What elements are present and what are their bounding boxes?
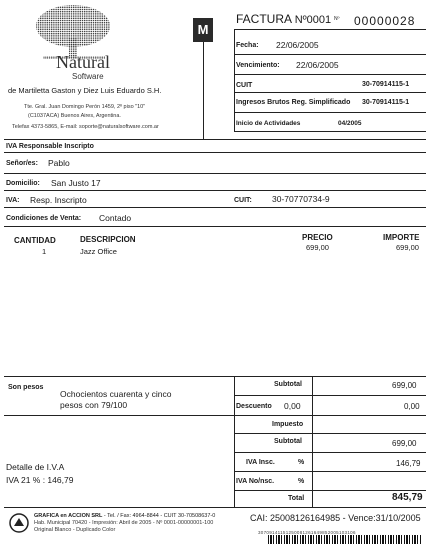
senores-label: Señor/es: (6, 160, 38, 167)
iva-insc-value: 146,79 (396, 459, 421, 468)
detalle-iva-label: Detalle de I.V.A (6, 462, 65, 472)
company-address-line-1: Tte. Gral. Juan Domingo Perón 1459, 2º piso "10" (24, 104, 146, 110)
iva-noinsc-percent-sign: % (298, 478, 305, 485)
printer-line-2: Hab. Municipal 70420 - Impresión: Abril de 2005 - Nº 0001-00000001-100 (34, 520, 214, 526)
subtotal-label: Subtotal (274, 381, 302, 388)
cuit-label: CUIT (236, 82, 253, 89)
subtotal2-value: 699,00 (392, 439, 417, 448)
senores-value: Pablo (48, 158, 70, 168)
son-pesos-label: Son pesos (8, 384, 44, 391)
cuit-value: 30-70914115-1 (362, 81, 410, 88)
col-importe: IMPORTE (383, 233, 420, 242)
printer-line-3: Original Blanco - Duplicado Color (34, 527, 116, 533)
vencimiento-value: 22/06/2005 (296, 60, 339, 70)
total-label: Total (288, 495, 305, 502)
inicio-actividades-value: 04/2005 (338, 120, 362, 127)
point-of-sale: 0001 (306, 14, 332, 26)
iva-condition-value: Resp. Inscripto (30, 195, 87, 205)
domicilio-label: Domicilio: (6, 180, 40, 187)
invoice-number-label: Nº (334, 16, 340, 22)
impuesto-label: Impuesto (272, 421, 304, 428)
domicilio-value: San Justo 17 (51, 178, 101, 188)
barcode-text: 30709141151250081261649852005103106 (258, 530, 356, 535)
col-descripcion: DESCRIPCION (80, 235, 136, 244)
detalle-iva-value: IVA 21 % : 146,79 (6, 475, 74, 485)
ingresos-brutos-label: Ingresos Brutos Reg. Simplificado (236, 99, 351, 106)
cai-text: CAI: 25008126164985 - Vence:31/10/2005 (250, 513, 421, 523)
row-descripcion: Jazz Office (80, 247, 117, 256)
total-value: 845,79 (392, 492, 423, 503)
row-precio: 699,00 (306, 243, 329, 252)
client-cuit-label: CUIT: (234, 197, 252, 204)
son-pesos-line-1: Ochocientos cuarenta y cinco (60, 389, 172, 399)
col-cantidad: CANTIDAD (14, 236, 56, 245)
fecha-value: 22/06/2005 (276, 40, 319, 50)
iva-noinsc-label: IVA No/nsc. (236, 478, 275, 485)
ingresos-brutos-value: 30-70914115-1 (362, 99, 410, 106)
barcode (268, 535, 422, 544)
row-importe: 699,00 (396, 243, 419, 252)
descuento-percent: 0,00 (284, 401, 301, 411)
invoice-number: 00000028 (354, 14, 416, 28)
descuento-value: 0,00 (404, 402, 420, 411)
vencimiento-label: Vencimiento: (236, 62, 280, 69)
row-cantidad: 1 (42, 247, 47, 256)
col-precio: PRECIO (302, 233, 333, 242)
subtotal-value: 699,00 (392, 381, 417, 390)
iva-insc-label: IVA Insc. (246, 459, 275, 466)
fecha-label: Fecha: (236, 42, 259, 49)
son-pesos-line-2: pesos con 79/100 (60, 400, 128, 410)
subtotal2-label: Subtotal (274, 438, 302, 445)
client-cuit-value: 30-70770734-9 (272, 194, 330, 204)
iva-responsable-label: IVA Responsable Inscripto (6, 143, 94, 150)
condiciones-venta-value: Contado (99, 213, 132, 223)
point-of-sale-prefix: Nº (294, 14, 307, 26)
logo-name: Natural (56, 52, 110, 72)
invoice-title: FACTURA (236, 12, 292, 26)
logo-subtitle: Software (72, 72, 104, 81)
inicio-actividades-label: Inicio de Actividades (236, 120, 301, 127)
printer-line-1: - Tel. / Fax: 4964-8844 - CUIT 30-70508637-0 (103, 513, 216, 519)
company-owners: de Martiletta Gaston y Diez Luis Eduardo S.H. (8, 86, 162, 95)
iva-condition-label: IVA: (6, 197, 20, 204)
condiciones-venta-label: Condiciones de Venta: (6, 215, 82, 222)
descuento-label: Descuento (236, 403, 272, 410)
printer-name: GRAFICA en ACCION SRL (34, 513, 103, 519)
printer-logo-icon (8, 513, 30, 533)
company-contact: Telefax 4373-5865, E-mail: soporte@naturalsoftware.com.ar (12, 124, 159, 130)
company-address-line-2: (C1037ACA) Buenos Aires, Argentina. (28, 113, 121, 119)
iva-insc-percent-sign: % (298, 459, 305, 466)
invoice-type-badge: M (193, 18, 213, 42)
